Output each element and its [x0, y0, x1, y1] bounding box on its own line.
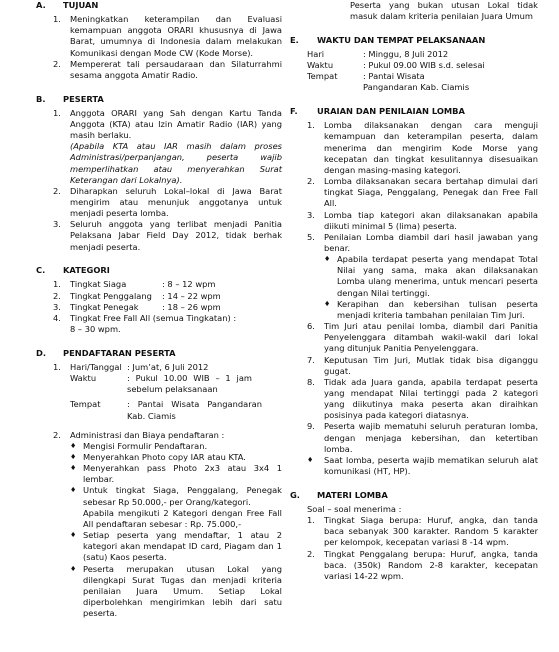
bullet-item: ♦ Untuk tingkat Siaga, Penggalang, Penegak sebesar Rp 50.000,- per Orang/kategori. Apabila mengikuti 2 Kategori dengan Free Fall All pendaftaran sebesar : Rp. 75.000,- — [70, 485, 282, 529]
section-uraian-penilaian — [290, 106, 538, 477]
list-item: 2. Lomba dilaksanakan secara bertahap dimulai dari tingkat Siaga, Penggalang, Penegak dan Free Fall All. — [307, 176, 538, 209]
list-item: 2. Tingkat Penggalang : 14 – 22 wpm — [53, 290, 221, 301]
hari-row: Hari/Tanggal : Jum’at, 6 Juli 2012 — [70, 361, 209, 372]
list-item: 3. Seluruh anggota yang terlibat menjadi Panitia Pelaksana Jabar Field Day 2012, tidak berhak menjadi peserta. — [53, 219, 282, 252]
section-peserta — [36, 94, 282, 253]
bullet-item: ♦ Kerapihan dan kebersihan tulisan peserta menjadi kriteria tambahan penilaian Tim Juri. — [324, 298, 538, 320]
section-materi-lomba — [290, 490, 538, 582]
tempat-row: Tempat : Pantai Wisata Pangandaran Kab. Ciamis — [70, 399, 262, 421]
list-item: 1. Meningkatkan keterampilan dan Evaluasi kemampuan anggota ORARI khususnya di Jawa Barat, umumnya di Indonesia dalam melakukan Komunikasi dengan Mode CW (Kode Morse). — [53, 14, 282, 58]
list-item: 8. Tidak ada Juara ganda, apabila terdapat peserta yang mendapat Nilai tertinggi pada 2 kategori yang diikutinya maka peserta akan diraihkan posisinya pada kategori diatasnya. — [307, 376, 538, 421]
diamond-bullet-icon: ♦ — [70, 464, 77, 473]
section-heading: E. WAKTU DAN TEMPAT PELAKSANAAN — [290, 34, 486, 45]
list-item: 5. Penilaian Lomba diambil dari hasil jawaban yang benar. ♦ Apabila terdapat peserta yang mendapat Total Nilai yang sama, maka akan dilaksanakan Lomba ulang menerima, untuk mencari peserta dengan Nilai tertinggi. ♦ Kerapihan dan kebersihan tulisan peserta menjadi kriteria tambahan penilaian Tim Juri. — [307, 231, 538, 320]
list-item: 2. Mempererat tali persaudaraan dan Silaturrahmi sesama anggota Amatir Radio. — [53, 58, 282, 80]
list-item: 2. Administrasi dan Biaya pendaftaran : ♦ Mengisi Formulir Pendaftaran. ♦ Menyerahkan Photo copy IAR atau KTA. ♦ Menyerahkan pass Photo 2x3 atau 3x4 1 lembar. ♦ Untuk tingkat Siaga, Penggalang, Penegak sebesar Rp 50.000,- per Orang/kategori. Apabila mengikuti 2 Kategori dengan Free Fall All pendaftaran sebesar : Rp. 75.000,- ♦ Setiap peserta yang mendaftar, 1 atau 2 kategori akan mendapat ID card, Piagam dan 1 (satu) Kaos peserta. ♦ Peserta merupakan utusan Lokal yang dilengkapi Surat Tugas dan menjadi kriteria penilaian Juara Umum. Setiap Lokal diperbolehkan mengirimkan lebih dari satu peserta. — [53, 429, 282, 619]
diamond-bullet-icon: ♦ — [70, 452, 77, 461]
right-column — [290, 0, 538, 582]
bullet-item: ♦ Peserta merupakan utusan Lokal yang dilengkapi Surat Tugas dan menjadi kriteria penilaian Juara Umum. Setiap Lokal diperbolehkan mengirimkan lebih dari satu peserta. — [70, 563, 282, 619]
note-text: (Apabila KTA atau IAR masih dalam proses Administrasi/perpanjangan, peserta wajib memperlihatkan atau menyerahkan Surat Keterangan dari Lokalnya). — [70, 141, 282, 185]
section-heading: D. PENDAFTARAN PESERTA — [36, 347, 176, 358]
waktu-row: Waktu : Pukul 10.00 WIB – 1 jam sebelum pelaksanaan — [70, 373, 252, 395]
list-item: 2. Tingkat Penggalang berupa: Huruf, angka, tanda baca. (350k) Random 2-8 karakter, kecepatan variasi 14-22 wpm. — [307, 548, 538, 581]
section-heading: G. MATERI LOMBA — [290, 489, 388, 500]
diamond-bullet-icon: ♦ — [70, 486, 77, 495]
list-item: 1. Anggota ORARI yang Sah dengan Kartu Tanda Anggota (KTA) atau Izin Amatir Radio (IAR) yang masih berlaku. (Apabila KTA atau IAR masih dalam proses Administrasi/perpanjangan, peserta wajib memperlihatkan atau menyerahkan Surat Keterangan dari Lokalnya). — [53, 107, 282, 185]
section-heading: B. PESERTA — [36, 93, 104, 104]
left-column — [36, 0, 282, 619]
list-item: 3. Lomba tiap kategori akan dilaksanakan apabila diikuti minimal 5 (lima) peserta. — [307, 209, 538, 231]
list-item: 9. Peserta wajib mematuhi seluruh peraturan lomba, dengan menjaga kebersihan, dan ketertiban lomba. — [307, 421, 538, 454]
diamond-bullet-icon: ♦ — [70, 531, 77, 540]
waktu-row: Waktu : Pukul 09.00 WIB s.d. selesai — [307, 60, 485, 71]
section-kategori — [36, 265, 282, 335]
diamond-bullet-icon: ♦ — [324, 255, 331, 264]
section-title: TUJUAN — [63, 0, 99, 10]
section-heading — [36, 0, 282, 11]
continued-text: Peserta yang bukan utusan Lokal tidak masuk dalam kriteria penilaian Juara Umum — [350, 0, 538, 22]
list-item: 1. Lomba dilaksanakan dengan cara menguji kemampuan dan keterampilan peserta, dalam menerima dan mengirim Kode Morse yang kecepatan dan tingkat kesulitannya disesuaikan dengan masing-masing kategori. — [307, 120, 538, 175]
list-item: 1. Tingkat Siaga : 8 – 12 wpm — [53, 279, 216, 290]
list-item: 1. Hari/Tanggal : Jum’at, 6 Juli 2012 Waktu : Pukul 10.00 WIB – 1 jam sebelum pelaksanaan Tempat : Pantai Wisata Pangandaran Kab. Ciamis — [53, 362, 282, 422]
section-waktu-tempat — [290, 35, 538, 94]
list-item: 2. Diharapkan seluruh Lokal–lokal di Jawa Barat mengirim atau menunjuk anggotanya untuk menjadi peserta lomba. — [53, 185, 282, 219]
diamond-bullet-icon: ♦ — [307, 455, 314, 464]
diamond-bullet-icon: ♦ — [70, 441, 77, 450]
diamond-bullet-icon: ♦ — [324, 299, 331, 308]
bullet-item: ♦ Setiap peserta yang mendaftar, 1 atau 2 kategori akan mendapat ID card, Piagam dan 1 (satu) Kaos peserta. — [70, 530, 282, 563]
section-heading: F. URAIAN DAN PENILAIAN LOMBA — [290, 106, 465, 117]
list-item: 4. Tingkat Free Fall All (semua Tingkatan) : 8 – 30 wpm. — [53, 312, 237, 335]
list-item: 1. Tingkat Siaga berupa: Huruf, angka, dan tanda baca sebanyak 300 karakter. Random 5 karakter per kelompok, kecepatan variasi 8 -14 wpm. — [307, 515, 538, 548]
intro-text: Soal – soal menerima : — [307, 503, 402, 514]
list-item: 6. Tim Juri atau penilai lomba, diambil dari Panitia Penyelenggara ditambah wakil-wakil dari lokal yang ditunjuk Panitia Penyelenggara. — [307, 321, 538, 354]
bullet-item: ♦ Menyerahkan Photo copy IAR atau KTA. — [70, 451, 246, 462]
list-item: 7. Keputusan Tim Juri, Mutlak tidak bisa diganggu gugat. — [307, 354, 538, 376]
bullet-item: ♦ Menyerahkan pass Photo 2x3 atau 3x4 1 lembar. — [70, 463, 282, 485]
section-tujuan — [36, 0, 282, 81]
section-heading: C. KATEGORI — [36, 265, 110, 276]
bullet-item: ♦ Mengisi Formulir Pendaftaran. — [70, 440, 208, 451]
diamond-bullet-icon: ♦ — [70, 564, 77, 573]
bullet-item: ♦ Apabila terdapat peserta yang mendapat Total Nilai yang sama, maka akan dilaksanakan Lomba ulang menerima, untuk mencari peserta dengan Nilai tertinggi. — [324, 254, 538, 298]
section-pendaftaran — [36, 348, 282, 620]
bullet-item: ♦ Saat lomba, peserta wajib mematikan seluruh alat komunikasi (HT, HP). — [307, 454, 538, 477]
tempat-row: Tempat : Pantai Wisata Pangandaran Kab. Ciamis — [307, 71, 470, 93]
hari-row: Hari : Minggu, 8 Juli 2012 — [307, 48, 449, 59]
list-item: 3. Tingkat Penegak : 18 – 26 wpm — [53, 301, 221, 312]
section-letter: A. — [36, 0, 46, 10]
